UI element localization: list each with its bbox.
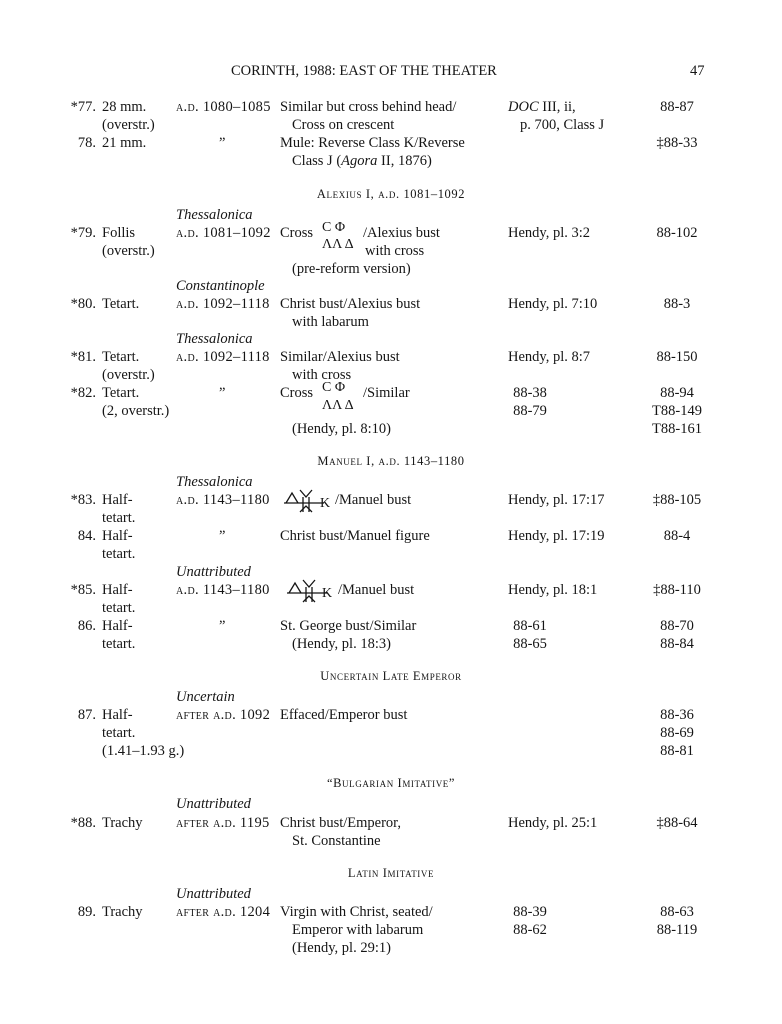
denomination: Tetart.	[102, 296, 140, 312]
reference: Hendy, pl. 18:1	[508, 582, 598, 598]
description-text: II, 1876)	[377, 153, 432, 169]
denomination: Tetart.	[102, 385, 140, 401]
description: Similar/Alexius bust	[280, 349, 400, 365]
mint-label: Uncertain	[176, 689, 235, 705]
reference: 88-38	[513, 385, 547, 401]
monogram-letters-bottom: ΛΛ Δ	[322, 398, 354, 413]
denomination-note: tetart.	[102, 546, 136, 562]
denomination: Tetart.	[102, 349, 140, 365]
monogram-letters-top: C Φ	[322, 220, 346, 235]
reference-work: DOC	[508, 99, 539, 115]
description: Cross	[280, 225, 314, 241]
denomination: Half-	[102, 707, 133, 723]
entry-number: *82.	[70, 385, 96, 401]
mint-label: Unattributed	[176, 564, 251, 580]
mint-label: Thessalonica	[176, 207, 253, 223]
reference: 88-62	[513, 922, 547, 938]
running-title: CORINTH, 1988: EAST OF THE THEATER	[231, 63, 497, 79]
denomination-note: (overstr.)	[102, 243, 155, 259]
entry-number: *81.	[70, 349, 96, 365]
inventory-number: 88-94	[660, 385, 694, 401]
inventory-number: 88-150	[656, 349, 698, 365]
entry-number: 89.	[77, 904, 96, 920]
reference: Hendy, pl. 3:2	[508, 225, 591, 241]
description: Similar but cross behind head/	[280, 99, 457, 115]
description-line-3: (Hendy, pl. 29:1)	[292, 940, 391, 956]
description-line-2: with cross	[292, 367, 352, 383]
entry-number: 78.	[77, 135, 96, 151]
reference: Hendy, pl. 25:1	[508, 815, 598, 831]
monogram-letters-top: C Φ	[322, 380, 346, 395]
date-ditto: ”	[219, 528, 226, 544]
inventory-number: 88-69	[660, 725, 694, 741]
inventory-number: 88-3	[663, 296, 691, 312]
description: /Manuel bust	[338, 582, 415, 598]
description-line-2: St. Constantine	[292, 833, 381, 849]
description-line-2: Emperor with labarum	[292, 922, 424, 938]
reference: 88-61	[513, 618, 547, 634]
denomination-note: tetart.	[102, 725, 136, 741]
section-heading-bulgarian: “Bulgarian Imitative”	[326, 776, 456, 790]
reference: 88-65	[513, 636, 547, 652]
weight-range: (1.41–1.93 g.)	[102, 743, 185, 759]
description-continued: /Alexius bust	[363, 225, 440, 241]
date: a.d. 1143–1180	[176, 492, 270, 508]
monogram-stroke	[286, 493, 298, 503]
denomination-note: tetart.	[102, 510, 136, 526]
description-line-3: (pre-reform version)	[292, 261, 411, 277]
inventory-number: 88-4	[663, 528, 691, 544]
description: Cross	[280, 385, 314, 401]
monogram-stroke	[300, 490, 312, 497]
entry-number: *79.	[70, 225, 96, 241]
date: after a.d. 1092	[176, 707, 271, 723]
entry-number: 87.	[77, 707, 96, 723]
denomination: 28 mm.	[102, 99, 147, 115]
section-heading-manuel: Manuel I, a.d. 1143–1180	[317, 454, 465, 468]
description: St. George bust/Similar	[280, 618, 417, 634]
description-line-2	[292, 153, 432, 170]
description-line-2: (Hendy, pl. 18:3)	[292, 636, 391, 652]
denomination: Half-	[102, 582, 133, 598]
reference-work: Agora	[341, 153, 378, 169]
description-line-2: with cross	[365, 243, 425, 259]
mint-label: Thessalonica	[176, 474, 253, 490]
date: a.d. 1143–1180	[176, 582, 270, 598]
reference-volume: III, ii,	[538, 99, 576, 115]
denomination: 21 mm.	[102, 135, 147, 151]
description: Virgin with Christ, seated/	[280, 904, 433, 920]
monogram-stroke	[289, 583, 301, 593]
monogram-letter-k: K	[322, 586, 333, 601]
denomination-note: tetart.	[102, 600, 136, 616]
description-line-2: Cross on crescent	[292, 117, 395, 133]
denomination: Half-	[102, 492, 133, 508]
monogram-letter-k: K	[320, 496, 331, 511]
reference: Hendy, pl. 8:7	[508, 349, 591, 365]
date: a.d. 1092–1118	[176, 349, 270, 365]
date-ditto: ”	[219, 618, 226, 634]
description-line-2: with labarum	[292, 314, 369, 330]
date-ditto: ”	[219, 135, 226, 151]
denomination-note: (2, overstr.)	[102, 403, 170, 419]
mint-label: Constantinople	[176, 278, 265, 294]
denomination: Half-	[102, 618, 133, 634]
inventory-number: 88-63	[660, 904, 694, 920]
date: after a.d. 1204	[176, 904, 271, 920]
section-heading-alexius: Alexius I, a.d. 1081–1092	[316, 187, 466, 201]
inventory-number: ‡88-105	[652, 492, 702, 508]
date: after a.d. 1195	[176, 815, 270, 831]
denomination-note: (overstr.)	[102, 117, 155, 133]
entry-number: *77.	[70, 99, 96, 115]
entry-number: *83.	[70, 492, 96, 508]
inventory-number: ‡88-64	[656, 815, 698, 831]
reference: 88-39	[513, 904, 547, 920]
entry-number: *80.	[70, 296, 96, 312]
reference: 88-79	[513, 403, 547, 419]
description: Christ bust/Emperor,	[280, 815, 402, 831]
entry-number: *85.	[70, 582, 96, 598]
denomination: Follis	[102, 225, 136, 241]
section-heading-uncertain: Uncertain Late Emperor	[320, 669, 462, 683]
monogram-letters-bottom: ΛΛ Δ	[322, 237, 354, 252]
reference: Hendy, pl. 17:19	[508, 528, 605, 544]
description: /Manuel bust	[335, 492, 412, 508]
inventory-number: 88-84	[660, 636, 694, 652]
mint-label: Unattributed	[176, 796, 251, 812]
inventory-number: ‡88-110	[653, 582, 701, 598]
description-continued: /Similar	[363, 385, 410, 401]
manuel-monogram-icon	[287, 576, 337, 606]
date: a.d. 1080–1085	[176, 99, 271, 115]
description: Mule: Reverse Class K/Reverse	[280, 135, 465, 151]
page-number: 47	[690, 63, 705, 79]
reference	[508, 99, 576, 116]
entry-number: 84.	[77, 528, 96, 544]
description: Christ bust/Manuel figure	[280, 528, 430, 544]
inventory-number: 88-36	[660, 707, 694, 723]
mint-label: Unattributed	[176, 886, 251, 902]
denomination: Trachy	[102, 904, 143, 920]
reference: Hendy, pl. 17:17	[508, 492, 605, 508]
manuel-monogram-icon	[284, 486, 334, 516]
entry-number: 86.	[77, 618, 96, 634]
description: Christ bust/Alexius bust	[280, 296, 421, 312]
section-heading-latin: Latin Imitative	[347, 866, 435, 880]
inventory-number: 88-119	[656, 922, 698, 938]
denomination: Half-	[102, 528, 133, 544]
entry-number: *88.	[70, 815, 96, 831]
reference-line-2: p. 700, Class J	[520, 117, 605, 133]
description: Effaced/Emperor bust	[280, 707, 408, 723]
denomination-note: tetart.	[102, 636, 136, 652]
inventory-number: T88-161	[652, 421, 702, 437]
inventory-number: 88-70	[660, 618, 694, 634]
inventory-number: 88-102	[656, 225, 698, 241]
inventory-number: T88-149	[652, 403, 702, 419]
date: a.d. 1092–1118	[176, 296, 270, 312]
reference: Hendy, pl. 7:10	[508, 296, 598, 312]
description-text: Class J (	[292, 153, 342, 169]
denomination: Trachy	[102, 815, 143, 831]
date: a.d. 1081–1092	[176, 225, 271, 241]
monogram-stroke	[303, 580, 315, 587]
monogram-stroke	[300, 506, 312, 512]
inventory-number: 88-87	[660, 99, 694, 115]
mint-label: Thessalonica	[176, 331, 253, 347]
inventory-number: ‡88-33	[656, 135, 698, 151]
description-line-3: (Hendy, pl. 8:10)	[292, 421, 391, 437]
inventory-number: 88-81	[660, 743, 694, 759]
denomination-note: (overstr.)	[102, 367, 155, 383]
monogram-stroke	[303, 596, 315, 602]
date-ditto: ”	[219, 385, 226, 401]
